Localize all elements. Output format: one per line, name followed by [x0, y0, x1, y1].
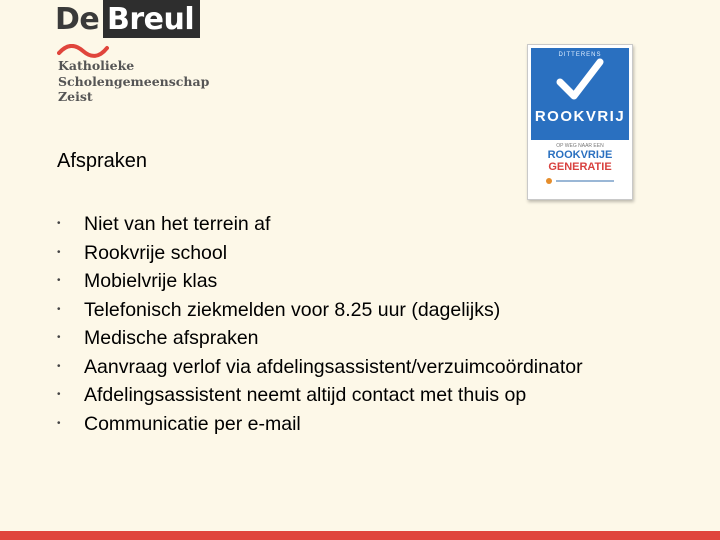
- list-item-text: Niet van het terrein af: [84, 213, 271, 235]
- logo-subtitle-line: Scholengemeenschap: [58, 73, 210, 89]
- list-item-text: Aanvraag verlof via afdelingsassistent/verzuimcoördinator: [84, 355, 583, 378]
- logo-breul-text: Breul: [107, 2, 195, 37]
- rookvrij-badge: [527, 44, 633, 200]
- bullet-icon: •: [57, 218, 61, 229]
- badge-footer-line: [556, 180, 614, 182]
- badge-top-panel: [531, 48, 629, 140]
- page-title: Afspraken: [57, 150, 148, 172]
- bottom-accent-bar: [0, 531, 720, 540]
- badge-small-text: OP WEG NAAR EEN: [556, 143, 604, 149]
- bullet-icon: •: [57, 246, 61, 258]
- logo-wave-icon: [57, 44, 109, 58]
- badge-footer-dot: [546, 178, 552, 184]
- list-item-text: Afdelingsassistent neemt altijd contact met thuis op: [84, 384, 527, 406]
- bullet-icon: •: [57, 303, 61, 315]
- list-item-text: Telefonisch ziekmelden voor 8.25 uur (dagelijks): [84, 298, 501, 321]
- badge-footer-logo: [546, 178, 616, 184]
- bullet-icon: •: [57, 389, 61, 400]
- badge-line2: GENERATIE: [548, 161, 612, 173]
- logo-subtitle-line: Katholieke: [58, 58, 135, 73]
- bullet-icon: •: [57, 360, 61, 372]
- bullet-icon: •: [57, 332, 61, 343]
- list-item-text: Communicatie per e-mail: [84, 412, 301, 435]
- checkmark-icon: [556, 58, 604, 104]
- bullet-icon: •: [57, 417, 61, 429]
- list-item-text: Medische afspraken: [84, 327, 259, 349]
- badge-top-text: DITTERENS: [558, 52, 602, 58]
- list-item-text: Mobielvrije klas: [84, 270, 218, 292]
- logo-de-text: De: [55, 2, 100, 37]
- logo-subtitle: [58, 58, 209, 105]
- list-item-text: Rookvrije school: [84, 241, 228, 264]
- logo-subtitle-line: Zeist: [58, 89, 93, 104]
- bullet-icon: •: [57, 275, 61, 286]
- badge-line1: ROOKVRIJE: [547, 149, 613, 161]
- badge-word: ROOKVRIJ: [534, 108, 626, 125]
